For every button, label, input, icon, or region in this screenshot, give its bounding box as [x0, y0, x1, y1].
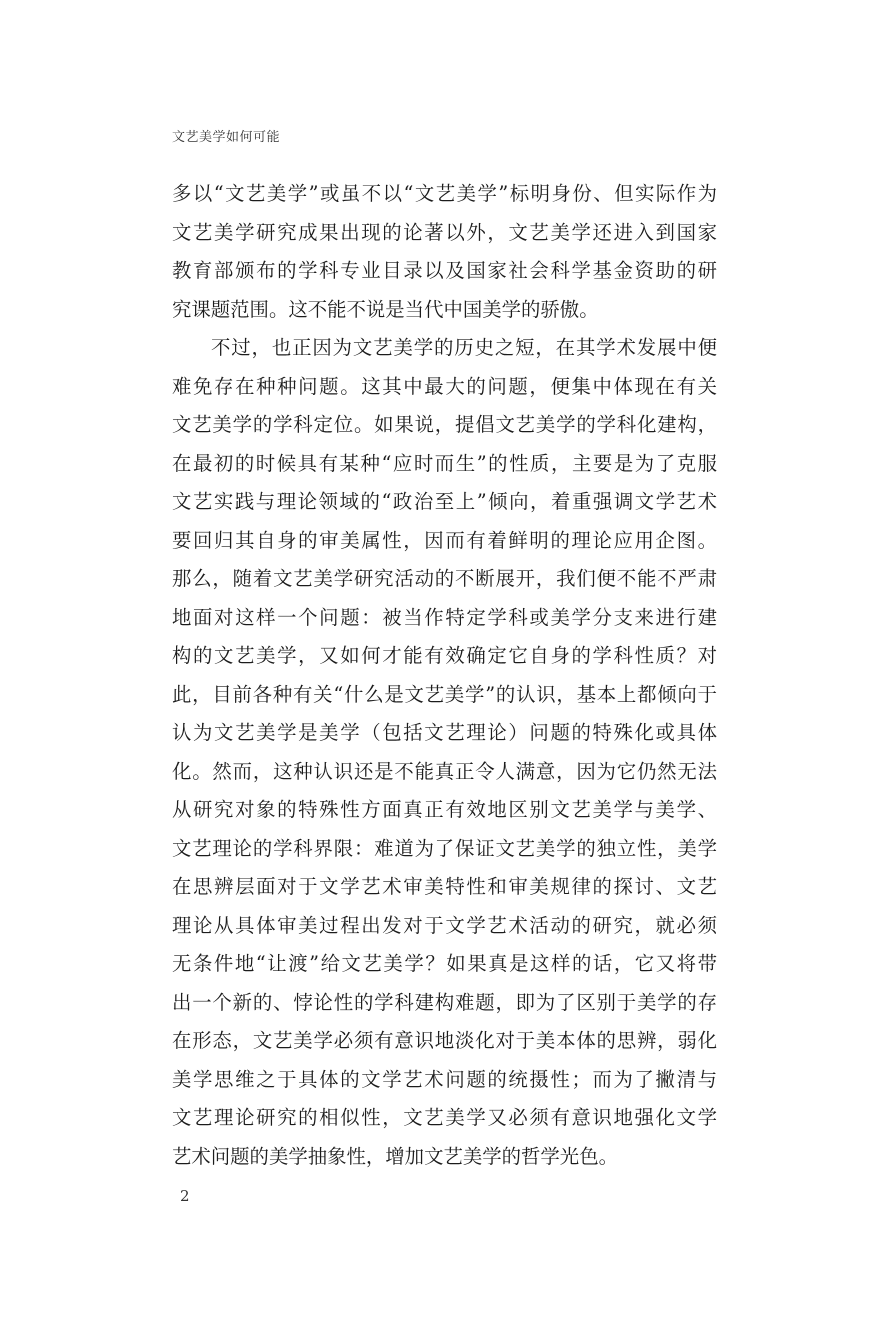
text-line: 在形态，文艺美学必须有意识地淡化对于美本体的思辨，弱化: [172, 1029, 717, 1052]
text-line: 在思辨层面对于文学艺术审美特性和审美规律的探讨、文艺: [172, 875, 717, 898]
text-line: 要回归其自身的审美属性，因而有着鲜明的理论应用企图。: [172, 528, 717, 552]
text-line: 在最初的时候具有某种“应时而生”的性质，主要是为了克服: [172, 451, 717, 475]
text-line: 地面对这样一个问题：被当作特定学科或美学分支来进行建: [172, 605, 717, 629]
text-line: 难免存在种种问题。这其中最大的问题，便集中体现在有关: [172, 374, 717, 398]
paragraph-2: [172, 329, 717, 1176]
paragraph-1: [172, 175, 717, 329]
text-line: 究课题范围。这不能不说是当代中国美学的骄傲。: [172, 297, 599, 321]
text-line: 无条件地“让渡”给文艺美学？如果真是这样的话，它又将带: [172, 952, 717, 975]
text-line: 理论从具体审美过程出发对于文学艺术活动的研究，就必须: [172, 913, 717, 937]
text-line: 构的文艺美学，又如何才能有效确定它自身的学科性质？对: [172, 644, 717, 667]
text-line: 多以“文艺美学”或虽不以“文艺美学”标明身份、但实际作为: [172, 182, 717, 205]
text-line: 那么，随着文艺美学研究活动的不断展开，我们便不能不严肃: [172, 567, 717, 590]
text-line: 化。然而，这种认识还是不能真正令人满意，因为它仍然无法: [172, 759, 717, 783]
running-header: 文艺美学如何可能: [172, 130, 281, 145]
text-line: 教育部颁布的学科专业目录以及国家社会科学基金资助的研: [172, 259, 717, 282]
text-line: 美学思维之于具体的文学艺术问题的统摄性；而为了撇清与: [172, 1067, 717, 1091]
text-line: 文艺美学研究成果出现的论著以外，文艺美学还进入到国家: [172, 220, 717, 244]
text-line: 出一个新的、悖论性的学科建构难题，即为了区别于美学的存: [172, 990, 717, 1014]
text-line: 认为文艺美学是美学（包括文艺理论）问题的特殊化或具体: [172, 721, 717, 744]
text-line: 文艺理论研究的相似性，文艺美学又必须有意识地强化文学: [172, 1106, 717, 1129]
text-line: 此，目前各种有关“什么是文艺美学”的认识，基本上都倾向于: [172, 682, 717, 706]
page-number: 2: [180, 1187, 190, 1205]
text-line: 文艺理论的学科界限：难道为了保证文艺美学的独立性，美学: [172, 836, 717, 860]
text-line: 艺术问题的美学抽象性，增加文艺美学的哲学光色。: [172, 1144, 618, 1168]
text-line: 从研究对象的特殊性方面真正有效地区别文艺美学与美学、: [172, 798, 717, 821]
text-line: 不过，也正因为文艺美学的历史之短，在其学术发展中便: [211, 336, 717, 359]
text-line: 文艺实践与理论领域的“政治至上”倾向，着重强调文学艺术: [172, 490, 717, 513]
text-line: 文艺美学的学科定位。如果说，提倡文艺美学的学科化建构，: [172, 413, 717, 436]
body-text: [172, 175, 717, 1176]
